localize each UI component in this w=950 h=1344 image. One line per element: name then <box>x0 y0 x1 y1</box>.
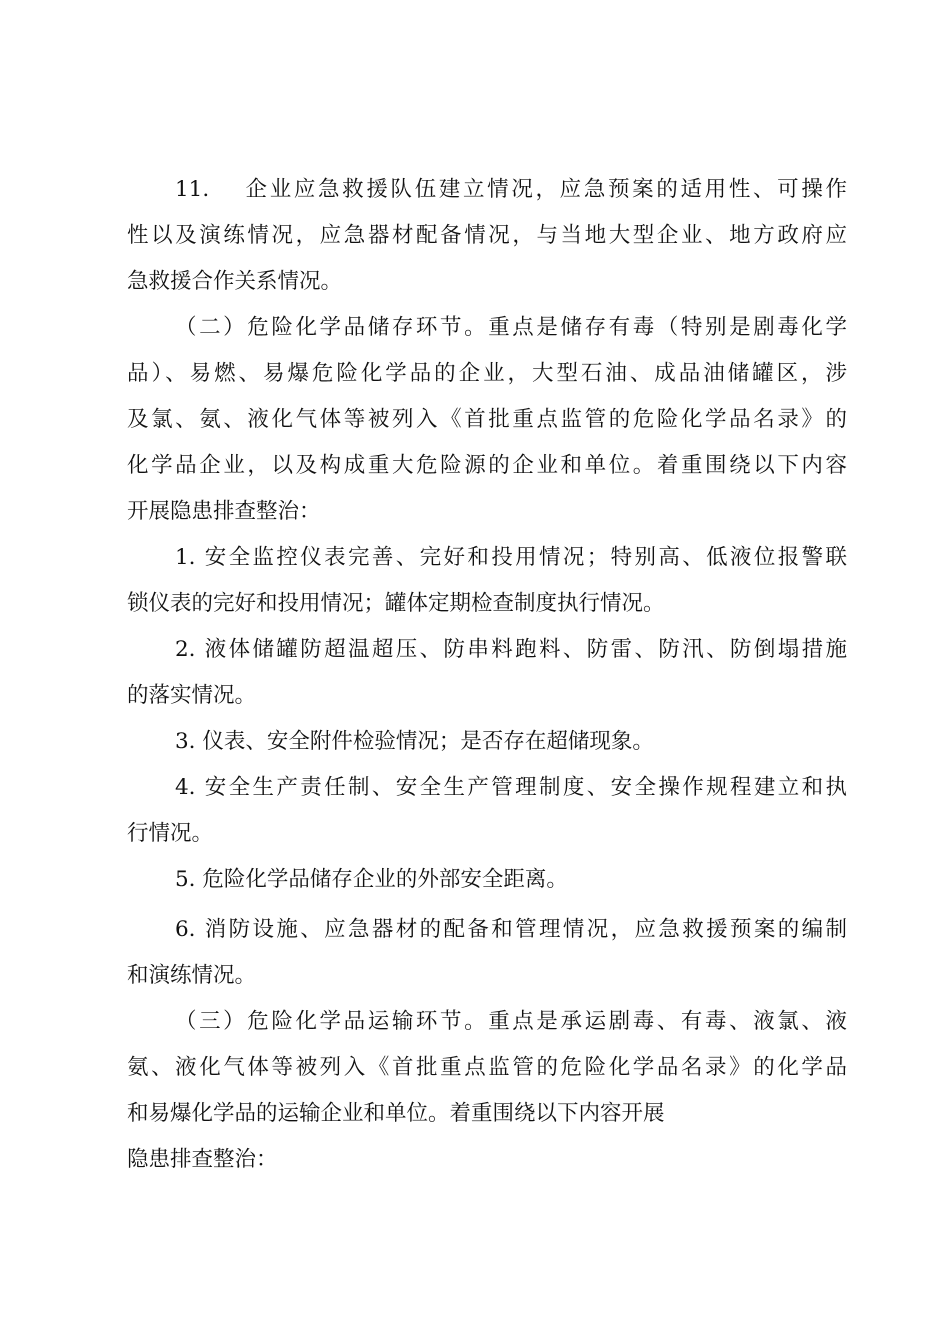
text-line: 及氯、氨、液化气体等被列入《首批重点监管的危险化学品名录》的 <box>127 407 847 432</box>
text-line: （二）危险化学品储存环节。重点是储存有毒（特别是剧毒化学 <box>175 315 847 340</box>
text-line: 隐患排查整治： <box>127 1147 278 1172</box>
text-line: （三）危险化学品运输环节。重点是承运剧毒、有毒、液氯、液 <box>175 1009 847 1034</box>
text-line: 6. 消防设施、应急器材的配备和管理情况，应急救援预案的编制 <box>175 917 847 942</box>
text-line: 开展隐患排查整治： <box>127 499 321 524</box>
text-line: 3. 仪表、安全附件检验情况；是否存在超储现象。 <box>175 729 654 754</box>
text-line: 品）、易燃、易爆危险化学品的企业，大型石油、成品油储罐区，涉 <box>127 361 847 386</box>
text-line: 2. 液体储罐防超温超压、防串料跑料、防雷、防汛、防倒塌措施 <box>175 637 847 662</box>
text-line: 1. 安全监控仪表完善、完好和投用情况；特别高、低液位报警联 <box>175 545 847 570</box>
text-line: 急救援合作关系情况。 <box>127 269 343 294</box>
text-line: 化学品企业，以及构成重大危险源的企业和单位。着重围绕以下内容 <box>127 453 847 478</box>
text-line: 5. 危险化学品储存企业的外部安全距离。 <box>175 867 568 892</box>
text-line: 11. 企业应急救援队伍建立情况，应急预案的适用性、可操作 <box>175 177 847 202</box>
text-line: 4. 安全生产责任制、安全生产管理制度、安全操作规程建立和执 <box>175 775 847 800</box>
text-line: 锁仪表的完好和投用情况；罐体定期检查制度执行情况。 <box>127 591 665 616</box>
text-line: 性以及演练情况，应急器材配备情况，与当地大型企业、地方政府应 <box>127 223 847 248</box>
text-line: 氨、液化气体等被列入《首批重点监管的危险化学品名录》的化学品 <box>127 1055 847 1080</box>
text-line: 和演练情况。 <box>127 963 257 988</box>
text-line: 行情况。 <box>127 821 214 846</box>
text-line: 的落实情况。 <box>127 683 257 708</box>
text-line: 和易爆化学品的运输企业和单位。着重围绕以下内容开展 <box>127 1101 665 1126</box>
